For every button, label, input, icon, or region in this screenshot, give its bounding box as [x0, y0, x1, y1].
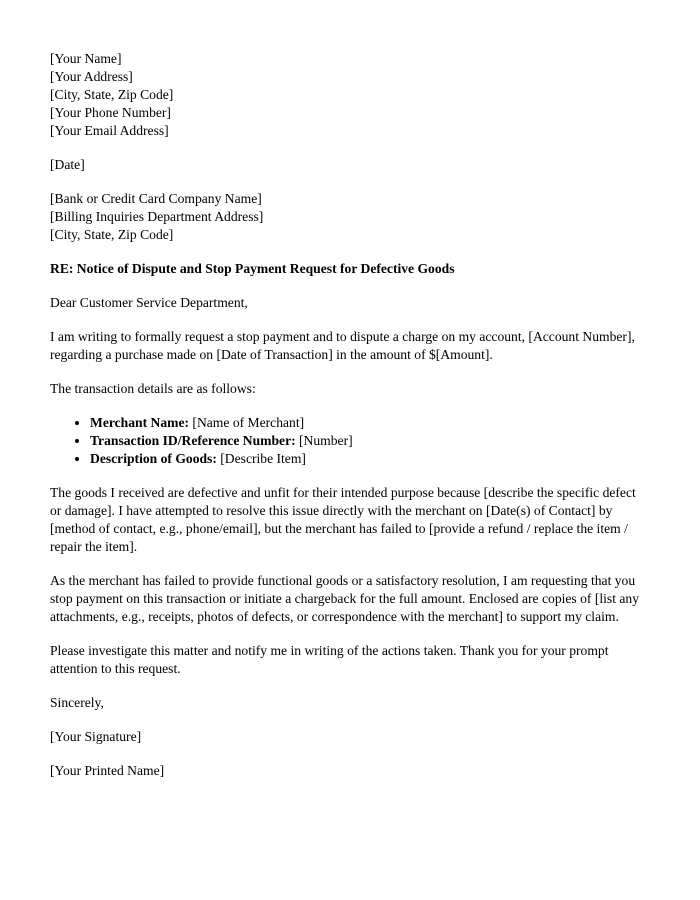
date-line: [Date]	[50, 157, 85, 172]
sender-name-line: [Your Name]	[50, 51, 122, 66]
sender-block	[50, 50, 640, 140]
printed-name-placeholder: [Your Printed Name]	[50, 763, 165, 778]
recipient-block	[50, 190, 640, 244]
sender-phone-line: [Your Phone Number]	[50, 105, 171, 120]
salutation: Dear Customer Service Department,	[50, 295, 248, 310]
list-item-transaction-id	[90, 432, 640, 450]
paragraph-details-lead: The transaction details are as follows:	[50, 381, 256, 396]
recipient-company-line: [Bank or Credit Card Company Name]	[50, 191, 262, 206]
recipient-department-line: [Billing Inquiries Department Address]	[50, 209, 264, 224]
description-value: [Describe Item]	[216, 451, 306, 466]
closing: Sincerely,	[50, 695, 104, 710]
sender-city-line: [City, State, Zip Code]	[50, 87, 174, 102]
paragraph-request: As the merchant has failed to provide functional goods or a satisfactory resolution, I am requesting that you stop payment on this transaction or initiate a chargeback for the full amount. Enclosed are copies of [list any attachments, e.g., receipts, photos of defects, or correspondence with the merchant] to support my claim.	[50, 573, 640, 624]
transaction-id-value: [Number]	[295, 433, 353, 448]
paragraph-closing-request: Please investigate this matter and notify me in writing of the actions taken. Thank you for your prompt attention to this request.	[50, 643, 609, 676]
signature-placeholder: [Your Signature]	[50, 729, 142, 744]
merchant-name-label: Merchant Name:	[90, 415, 190, 430]
list-item-description	[90, 450, 640, 468]
subject-line: RE: Notice of Dispute and Stop Payment Request for Defective Goods	[50, 261, 455, 276]
recipient-city-line: [City, State, Zip Code]	[50, 227, 174, 242]
transaction-detail-list	[50, 414, 640, 468]
paragraph-defect: The goods I received are defective and unfit for their intended purpose because [describe the specific defect or damage]. I have attempted to resolve this issue directly with the merchant on [Date(s) of Contact] by [method of contact, e.g., phone/email], but the merchant has failed to [provide a refund / replace the item / repair the item].	[50, 485, 636, 554]
list-item-merchant	[90, 414, 640, 432]
description-label: Description of Goods:	[90, 451, 217, 466]
paragraph-intro: I am writing to formally request a stop payment and to dispute a charge on my account, [Account Number], regarding a purchase made on [Date of Transaction] in the amount of $[Amount].	[50, 329, 635, 362]
sender-email-line: [Your Email Address]	[50, 123, 169, 138]
transaction-id-label: Transaction ID/Reference Number:	[90, 433, 296, 448]
sender-address-line: [Your Address]	[50, 69, 133, 84]
merchant-name-value: [Name of Merchant]	[189, 415, 305, 430]
